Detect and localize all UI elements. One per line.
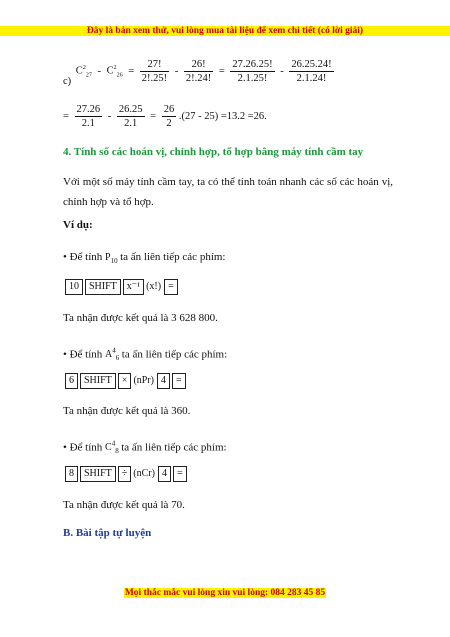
bottom-contact-banner: [0, 588, 450, 598]
section-4-heading: 4. Tính số các hoán vị, chỉnh hợp, tổ hợp bằng máy tính cầm tay: [63, 146, 364, 158]
fraction-expanded-27: $\frac{27.26.25!}{2.1.25!}$: [232, 59, 273, 84]
fraction-26-25: $\frac{26.25}{2.1}$: [118, 104, 143, 129]
fraction-27-factorial: $\frac{27!}{2!.25!}$: [141, 59, 168, 84]
example-3-instruction: • Để tính $C^4_8$ ta ấn liên tiếp các phím:: [63, 440, 227, 456]
example-3-result: Ta nhận được kết quả là 70.: [63, 499, 185, 511]
key-reciprocal[interactable]: x⁻¹: [123, 279, 144, 295]
key-divide[interactable]: ÷: [118, 466, 132, 482]
key-equals[interactable]: =: [172, 373, 186, 389]
example-2-keys: [65, 373, 188, 389]
example-2-result: Ta nhận được kết quả là 360.: [63, 405, 191, 417]
top-banner-text: Đây là bản xem thử, vui lòng mua tài liệu để xem chi tiết (có lời giải): [86, 26, 364, 36]
key-ncr-label: (nCr): [133, 468, 155, 480]
example-1-result: Ta nhận được kết quả là 3 628 800.: [63, 312, 218, 324]
key-npr-label: (nPr): [133, 375, 154, 387]
key-shift[interactable]: SHIFT: [80, 373, 116, 389]
key-factorial-label: (x!): [146, 281, 162, 293]
key-multiply[interactable]: ×: [118, 373, 132, 389]
key-equals[interactable]: =: [173, 466, 187, 482]
fraction-expanded-26: $\frac{26.25.24!}{2.1.24!}$: [291, 59, 332, 84]
key-4[interactable]: 4: [158, 466, 171, 482]
key-6[interactable]: 6: [65, 373, 78, 389]
formula-c-line2: = $\frac{27.26}{2.1}$ - $\frac{26.25}{2.1}$ = $\frac{26}{2}$ .(27 - 25) =13.2 =26.: [63, 104, 267, 129]
example-2-instruction: • Để tính $A^4_6$ ta ấn liên tiếp các phím:: [63, 347, 228, 363]
key-shift[interactable]: SHIFT: [85, 279, 121, 295]
example-3-keys: [65, 466, 189, 482]
section-4-intro: Với một số máy tính cầm tay, ta có thể tính toán nhanh các số các hoán vị, chỉnh hợp và tổ hợp.: [63, 176, 393, 208]
permutation-symbol: $P_{10}$: [105, 252, 118, 265]
key-4[interactable]: 4: [157, 373, 170, 389]
arrangement-symbol: $A^4_6$: [105, 347, 120, 363]
key-shift[interactable]: SHIFT: [80, 466, 116, 482]
key-equals[interactable]: =: [164, 279, 178, 295]
combination-c26: $C^2_{26}$: [106, 64, 123, 79]
formula-c-label: c): [63, 75, 72, 87]
combination-c27: $C^2_{27}$: [75, 64, 92, 79]
section-b-heading: B. Bài tập tự luyện: [63, 527, 152, 539]
combination-symbol: $C^4_8$: [105, 440, 119, 456]
key-10[interactable]: 10: [65, 279, 83, 295]
formula-c-line1: c) $C^2_{27} - C^2_{26}$ = $\frac{27!}{2!.25!}$ - $\frac{26!}{2!.24!}$ = $\frac{27.26.25!}{2.1.25!}$ - $\frac{26.25.24!}{2.1.24!}$: [63, 59, 332, 87]
bottom-banner-text: Mọi thắc mắc vui lòng xin vui lòng: 084 283 45 85: [124, 588, 326, 598]
example-1-keys: [65, 279, 180, 295]
example-1-instruction: • Để tính $P_{10}$ ta ấn liên tiếp các phím:: [63, 251, 226, 265]
fraction-27-26: $\frac{27.26}{2.1}$: [76, 104, 101, 129]
top-preview-banner: [0, 26, 450, 36]
formula-tail: .(27 - 25) =13.2 =26.: [178, 110, 267, 122]
fraction-26-2: $\frac{26}{2}$: [163, 104, 175, 129]
key-8[interactable]: 8: [65, 466, 78, 482]
fraction-26-factorial: $\frac{26!}{2!.24!}$: [185, 59, 212, 84]
example-label: Ví dụ:: [63, 219, 93, 231]
